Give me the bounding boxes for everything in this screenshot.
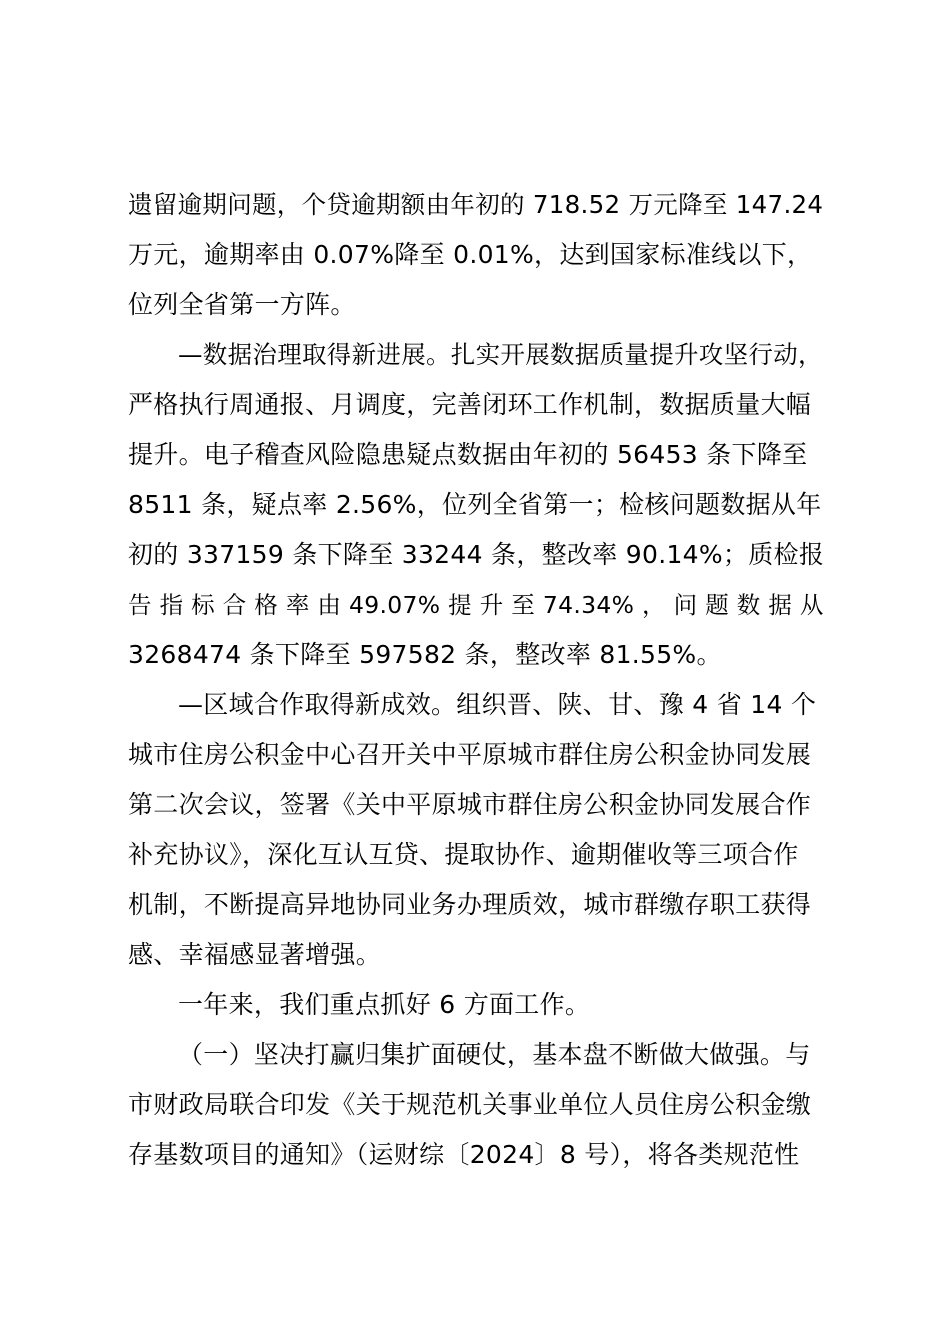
text-line-14: 补充协议》，深化互认互贷、提取协作、逾期催收等三项合作 — [128, 840, 799, 869]
text-line-5: 严格执行周通报、月调度，完善闭环工作机制，数据质量大幅 — [128, 390, 812, 419]
text-line-10: 3268474 条下降至 597582 条，整改率 81.55%。 — [128, 640, 722, 669]
text-line-12: 城市住房公积金中心召开关中平原城市群住房公积金协同发展 — [128, 740, 812, 769]
text-line-1: 遗留逾期问题，个贷逾期额由年初的 718.52 万元降至 147.24 — [128, 190, 824, 219]
text-line-19: 市财政局联合印发《关于规范机关事业单位人员住房公积金缴 — [128, 1090, 812, 1119]
text-line-4: —数据治理取得新进展。扎实开展数据质量提升攻坚行动， — [178, 340, 823, 369]
text-line-15: 机制，不断提高异地协同业务办理质效，城市群缴存职工获得 — [128, 890, 812, 919]
text-line-9: 告 指 标 合 格 率 由 49.07% 提 升 至 74.34% ， 问 题 数 据 从 — [128, 591, 824, 619]
text-line-20: 存基数项目的通知》（运财综〔2024〕8 号），将各类规范性 — [128, 1140, 800, 1169]
text-line-6: 提升。电子稽查风险隐患疑点数据由年初的 56453 条下降至 — [128, 440, 808, 469]
text-line-7: 8511 条，疑点率 2.56%，位列全省第一；检核问题数据从年 — [128, 490, 822, 519]
text-line-17: 一年来，我们重点抓好 6 方面工作。 — [178, 990, 591, 1019]
text-line-13: 第二次会议，签署《关中平原城市群住房公积金协同发展合作 — [128, 790, 812, 819]
text-line-16: 感、幸福感显著增强。 — [128, 940, 382, 969]
text-line-11: —区域合作取得新成效。组织晋、陕、甘、豫 4 省 14 个 — [178, 690, 817, 719]
text-line-2: 万元，逾期率由 0.07%降至 0.01%，达到国家标准线以下， — [128, 240, 813, 269]
text-line-3: 位列全省第一方阵。 — [128, 290, 356, 319]
text-line-8: 初的 337159 条下降至 33244 条，整改率 90.14%；质检报 — [128, 540, 825, 569]
text-line-18: （一）坚决打赢归集扩面硬仗，基本盘不断做大做强。与 — [178, 1040, 811, 1069]
